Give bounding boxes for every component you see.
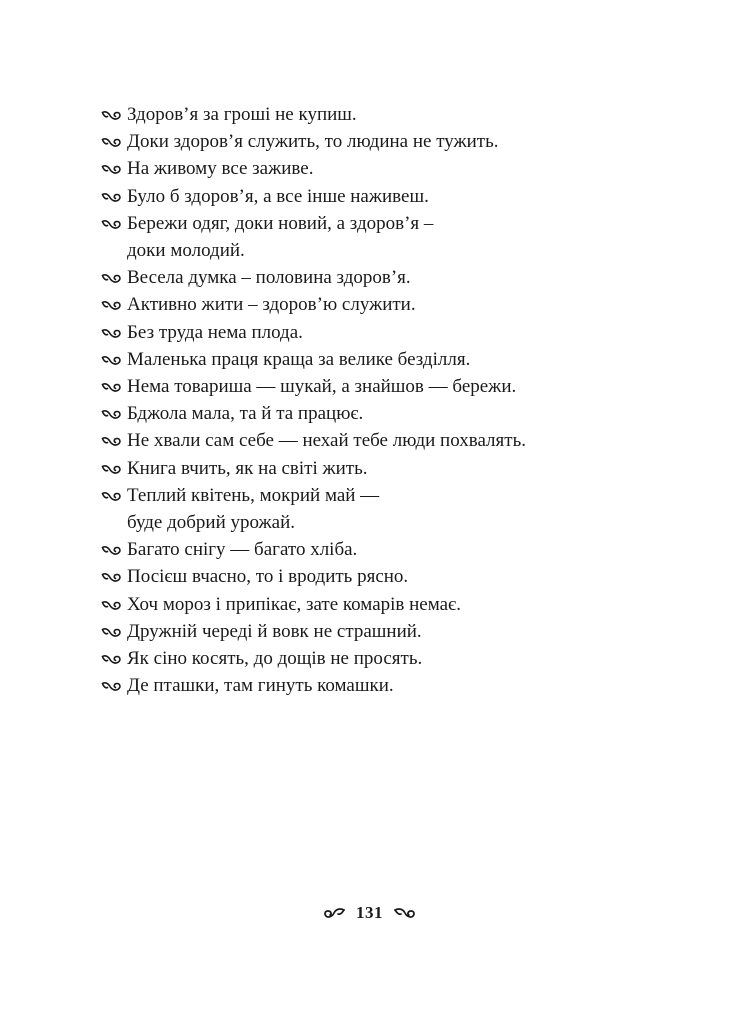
proverb-text: Багато снігу — багато хліба. [127, 539, 358, 561]
swash-ornament-icon [101, 427, 127, 454]
proverb-item [101, 346, 661, 373]
proverb-text: Не хвали сам себе — нехай тебе люди похвалять. [127, 430, 526, 452]
proverb-item [101, 183, 661, 210]
proverb-item [101, 672, 661, 699]
swash-ornament-icon [101, 319, 127, 346]
swash-ornament-icon [101, 563, 127, 590]
right-swash-ornament-icon [393, 907, 417, 920]
swash-ornament-icon [101, 128, 127, 155]
proverb-text: Бережи одяг, доки новий, а здоров’я – доки молодий. [127, 212, 434, 262]
proverb-text: На живому все заживе. [127, 158, 314, 180]
proverb-text: Нема товариша — шукай, а знайшов — бережи. [127, 376, 517, 398]
swash-ornament-icon [101, 536, 127, 563]
proverb-text: Книга вчить, як на світі жить. [127, 457, 368, 479]
swash-ornament-icon [101, 645, 127, 672]
proverb-item [101, 482, 661, 536]
proverb-item [101, 264, 661, 291]
swash-ornament-icon [101, 210, 127, 237]
proverb-item [101, 591, 661, 618]
proverb-item [101, 291, 661, 318]
proverb-text: Здоров’я за гроші не купиш. [127, 104, 357, 125]
proverb-text: Дружній череді й вовк не страшний. [127, 620, 422, 642]
swash-ornament-icon [101, 373, 127, 400]
proverb-text: Хоч мороз і припікає, зате комарів немає. [127, 593, 461, 615]
proverb-item [101, 101, 661, 128]
proverb-list [101, 101, 661, 699]
proverb-text: Активно жити – здоров’ю служити. [127, 294, 416, 316]
proverb-item [101, 645, 661, 672]
proverb-item [101, 618, 661, 645]
proverb-item [101, 427, 661, 454]
swash-ornament-icon [101, 672, 127, 699]
swash-ornament-icon [101, 264, 127, 291]
proverb-text: Де пташки, там гинуть комашки. [127, 675, 394, 697]
page-footer [0, 903, 739, 923]
swash-ornament-icon [101, 291, 127, 318]
swash-ornament-icon [101, 155, 127, 182]
proverb-text: Маленька праця краща за велике безділля. [127, 348, 471, 370]
swash-ornament-icon [101, 183, 127, 210]
swash-ornament-icon [101, 618, 127, 645]
proverb-text: Було б здоров’я, а все інше наживеш. [127, 185, 429, 207]
proverb-item [101, 563, 661, 590]
swash-ornament-icon [101, 482, 127, 509]
proverb-text: Весела думка – половина здоров’я. [127, 267, 411, 289]
proverb-text: Як сіно косять, до дощів не просять. [127, 648, 423, 670]
proverb-item [101, 319, 661, 346]
proverb-item [101, 536, 661, 563]
proverb-text: Посієш вчасно, то і вродить рясно. [127, 566, 409, 588]
proverb-item [101, 373, 661, 400]
swash-ornament-icon [101, 346, 127, 373]
proverb-text: Теплий квітень, мокрий май — буде добрий урожай. [127, 484, 380, 534]
page-number: 131 [356, 903, 383, 922]
swash-ornament-icon [101, 455, 127, 482]
swash-ornament-icon [101, 591, 127, 618]
proverb-item [101, 455, 661, 482]
swash-ornament-icon [101, 400, 127, 427]
proverb-item [101, 210, 661, 264]
proverb-item [101, 155, 661, 182]
proverb-item [101, 128, 661, 155]
proverb-text: Доки здоров’я служить, то людина не тужить. [127, 131, 499, 153]
proverb-item [101, 400, 661, 427]
left-swash-ornament-icon [322, 907, 346, 920]
proverb-text: Бджола мала, та й та працює. [127, 403, 364, 425]
swash-ornament-icon [101, 101, 127, 128]
proverb-text: Без труда нема плода. [127, 321, 303, 343]
